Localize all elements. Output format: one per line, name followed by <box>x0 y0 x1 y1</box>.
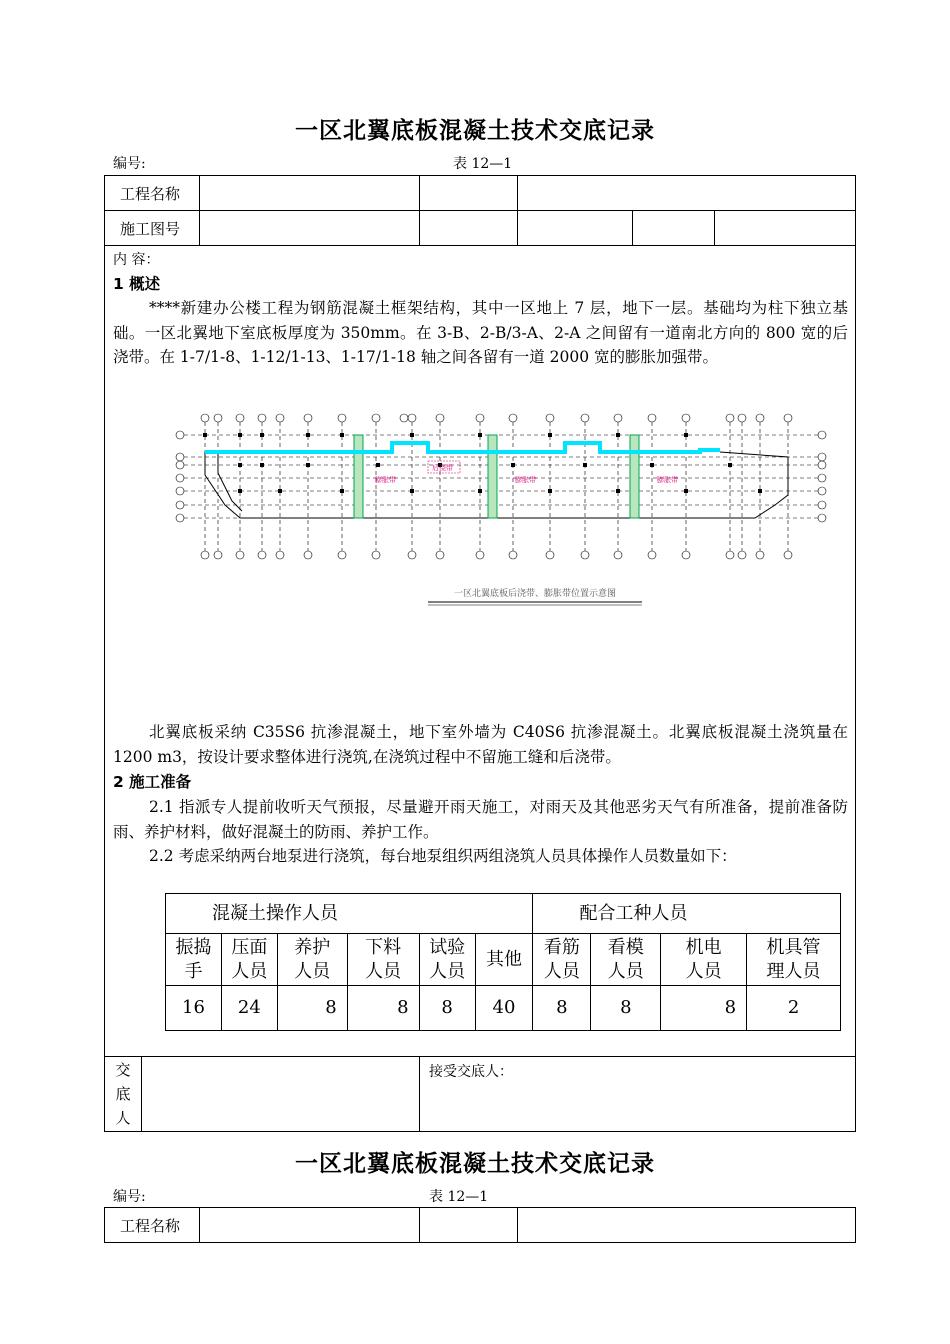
page-2-title: 一区北翼底板混凝土技术交底记录 <box>295 1151 655 1177</box>
section-1-heading: 1 概述 <box>113 275 161 293</box>
band-label-1: 膨胀带 <box>375 476 396 484</box>
table-number: 表 12—1 <box>453 156 513 172</box>
col-header-testing: 试验 人员 <box>419 934 475 986</box>
page-2-project-name-label: 工程名称 <box>120 1217 181 1235</box>
issuer-label: 交 底 人 <box>115 1061 131 1127</box>
expansion-bands <box>354 435 639 518</box>
slab-edge-line <box>205 443 720 452</box>
bottom-axis-bubbles <box>201 551 792 559</box>
project-name-label: 工程名称 <box>120 185 181 203</box>
col-header-placing: 下料 人员 <box>347 934 419 986</box>
band-label-3: 膨胀带 <box>515 476 536 484</box>
group-concrete-header: 混凝土操作人员 <box>166 894 533 934</box>
side-axis-bubbles <box>176 431 826 522</box>
value-testing: 8 <box>419 986 475 1031</box>
col-header-electromechanical: 机电 人员 <box>661 934 747 986</box>
value-electromechanical: 8 <box>661 986 747 1031</box>
receiver-label: 接受交底人： <box>429 1064 513 1080</box>
section-2-heading: 2 施工准备 <box>113 773 192 791</box>
band-label-4: 膨胀带 <box>657 476 678 484</box>
section-1-paragraph-2: 北翼底板采纳 C35S6 抗渗混凝土，地下室外墙为 C40S6 抗渗混凝土。北翼底板混凝土浇筑量在 1200 m3，按设计要求整体进行浇筑,在浇筑过程中不留施工缝和后浇带。 <box>113 723 848 766</box>
col-header-vibrator: 振捣 手 <box>166 934 222 986</box>
page-2-serial-label: 编号: <box>113 1189 146 1205</box>
post-pour-band-diagram <box>170 405 840 625</box>
section-2-paragraph-2: 2.2 考虑采纳两台地泵进行浇筑，每台地泵组织两组浇筑人员具体操作人员数量如下： <box>149 847 737 865</box>
value-rebar-watch: 8 <box>533 986 591 1031</box>
value-equipment-mgmt: 2 <box>747 986 841 1031</box>
columns <box>203 433 762 493</box>
page-2-table-number: 表 12—1 <box>429 1189 489 1205</box>
value-vibrator: 16 <box>166 986 222 1031</box>
col-header-formwork-watch: 看模 人员 <box>591 934 661 986</box>
value-curing: 8 <box>277 986 347 1031</box>
drawing-number-label: 施工图号 <box>120 220 181 238</box>
group-support-header: 配合工种人员 <box>533 894 841 934</box>
axis-grid <box>176 414 826 559</box>
value-formwork-watch: 8 <box>591 986 661 1031</box>
col-header-curing: 养护 人员 <box>277 934 347 986</box>
top-axis-bubbles <box>201 414 792 422</box>
col-header-finisher: 压面 人员 <box>221 934 277 986</box>
value-placing: 8 <box>347 986 419 1031</box>
figure-caption: 一区北翼底板后浇带、膨胀带位置示意图 <box>453 589 617 599</box>
col-header-equipment-mgmt: 机具管 理人员 <box>747 934 841 986</box>
col-header-other: 其他 <box>475 934 533 986</box>
crew-table <box>165 893 841 1031</box>
section-2-paragraph-1: 2.1 指派专人提前收听天气预报，尽量避开雨天施工，对雨天及其他恶劣天气有所准备，提前准备防雨、养护材料，做好混凝土的防雨、养护工作。 <box>113 798 848 841</box>
col-header-rebar-watch: 看筋 人员 <box>533 934 591 986</box>
section-1-paragraph-1: ****新建办公楼工程为钢筋混凝土框架结构，其中一区地上 7 层，地下一层。基础均为柱下独立基础。一区北翼地下室底板厚度为 350mm。在 3-B、2-B/3-A、2-A 之间留有一道南北方向的 800 宽的后浇带。在 1-7/1-8、1-12/1-13、1-17/1-18 轴之间各留有一道 2000 宽的膨胀加强带。 <box>113 299 848 366</box>
value-other: 40 <box>475 986 533 1031</box>
content-label: 内 容： <box>113 252 160 268</box>
serial-label: 编号: <box>113 156 146 172</box>
value-finisher: 24 <box>221 986 277 1031</box>
page-title: 一区北翼底板混凝土技术交底记录 <box>295 118 655 144</box>
band-label-2: 后浇带 <box>432 464 453 472</box>
